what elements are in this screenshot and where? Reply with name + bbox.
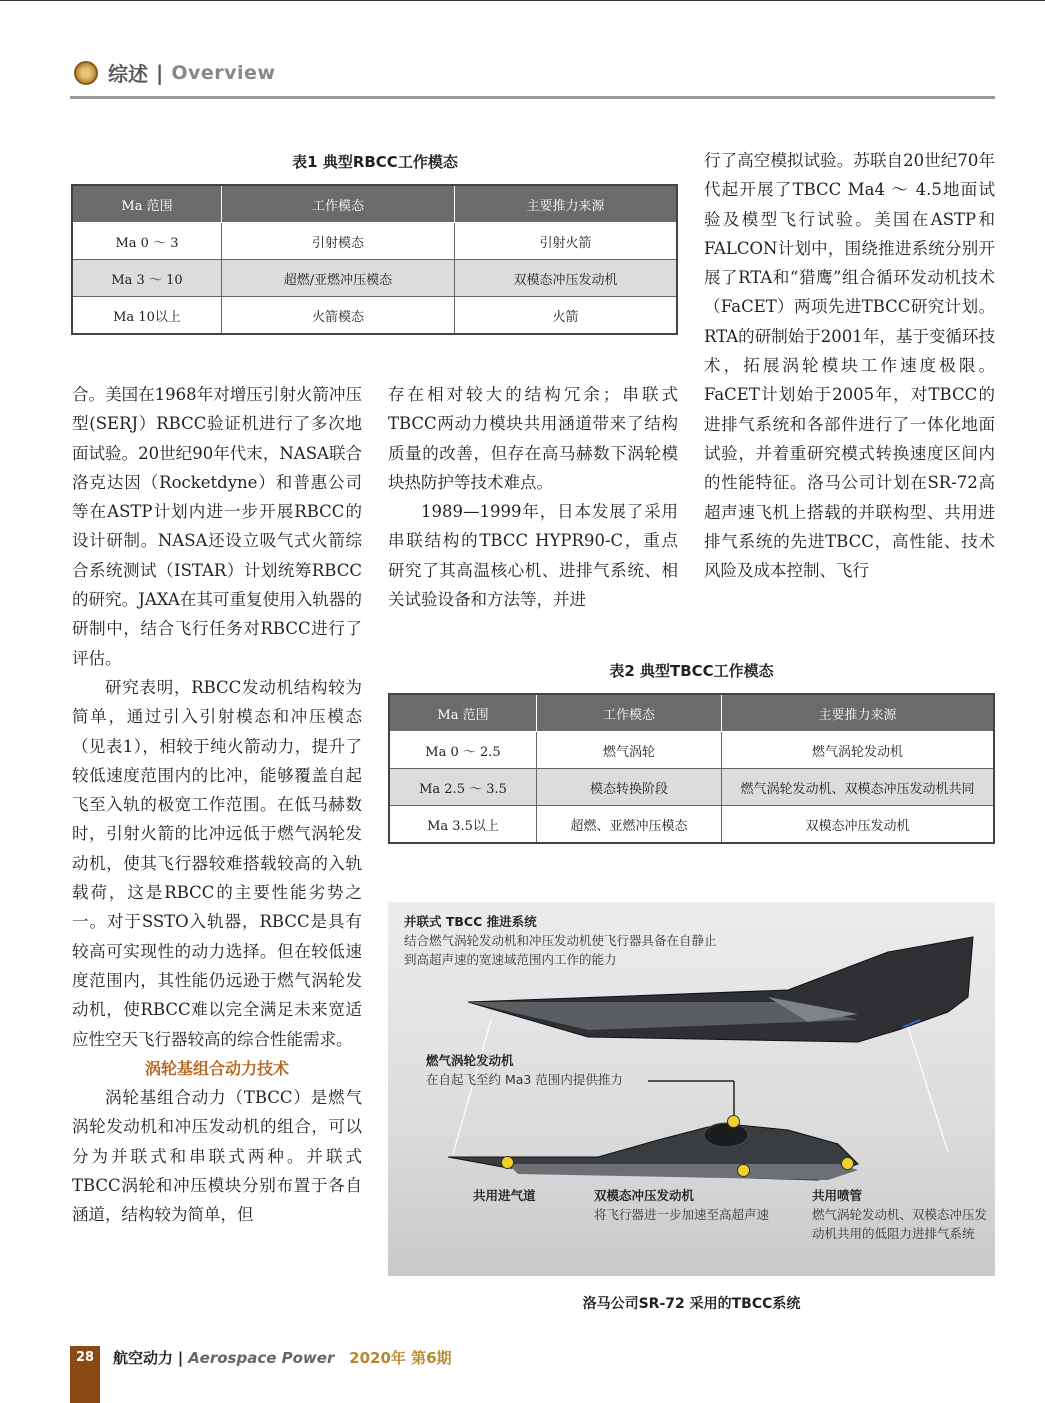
- table-header-cell: 主要推力来源: [455, 185, 678, 223]
- figure-title: 并联式 TBCC 推进系统: [404, 914, 537, 929]
- ramjet-title: 双模态冲压发动机: [594, 1188, 695, 1203]
- table-cell: 燃气涡轮发动机、双模态冲压发动机共同: [722, 769, 995, 806]
- table-header-row: [389, 694, 994, 732]
- top-border: [0, 0, 1045, 1]
- ramjet-desc: 将飞行器进一步加速至高超声速: [594, 1207, 770, 1222]
- paragraph: 存在相对较大的结构冗余；串联式TBCC两动力模块共用涵道带来了结构质量的改善，但存在高马赫数下涡轮模块热防护等技术难点。: [388, 385, 678, 492]
- table-header-cell: 工作模态: [222, 185, 455, 223]
- table-cell: 双模态冲压发动机: [722, 806, 995, 844]
- table-row: [72, 223, 677, 260]
- section-header: [74, 58, 275, 87]
- table2: [388, 693, 995, 844]
- table-header-row: [72, 185, 677, 223]
- table-cell: 引射模态: [222, 223, 455, 260]
- nozzle-title: 共用喷管: [812, 1188, 863, 1203]
- table-row: [389, 732, 994, 769]
- table-cell: 火箭: [455, 297, 678, 335]
- inlet-label: [473, 1186, 593, 1205]
- table-cell: 双模态冲压发动机: [455, 260, 678, 297]
- table-cell: 燃气涡轮发动机: [722, 732, 995, 769]
- table-cell: 燃气涡轮: [537, 732, 722, 769]
- figure-caption: 洛马公司SR-72 采用的TBCC系统: [582, 1296, 801, 1312]
- turbine-title: 燃气涡轮发动机: [426, 1053, 514, 1068]
- table1: [71, 184, 678, 335]
- table-cell: Ma 3.5以上: [389, 806, 537, 844]
- table-header-cell: 主要推力来源: [722, 694, 995, 732]
- page-number: 28: [75, 1350, 95, 1365]
- table-cell: 超燃、亚燃冲压模态: [537, 806, 722, 844]
- nozzle-marker-icon: [841, 1157, 854, 1170]
- table-cell: 火箭模态: [222, 297, 455, 335]
- paragraph: 行了高空模拟试验。苏联自20世纪70年代起开展了TBCC Ma4 ～ 4.5地面试验及模型飞行试验。美国在ASTP和FALCON计划中，围绕推进系统分别开展了RTA和“猎鹰”组合循环发动机技术（FaCET）两项先进TBCC研究计划。RTA的研制始于2001年，基于变循环技术，拓展涡轮模块工作速度极限。FaCET计划始于2005年，对TBCC的进排气系统和各部件进行了一体化地面试验，并着重研究模式转换速度区间内的性能特征。洛马公司计划在SR-72高超声速飞机上搭载的并联构型、共用进排气系统的先进TBCC，高性能、技术风险及成本控制、飞行: [704, 151, 995, 581]
- inlet-title: 共用进气道: [473, 1188, 536, 1203]
- table1-caption: 表1 典型RBCC工作模态: [292, 153, 458, 171]
- turbine-marker-icon: [727, 1115, 740, 1128]
- table-header-cell: 工作模态: [537, 694, 722, 732]
- figure-title-block: [404, 912, 724, 969]
- table-header-cell: Ma 范围: [72, 185, 222, 223]
- tbcc-figure: [388, 902, 995, 1276]
- table2-caption: 表2 典型TBCC工作模态: [609, 662, 774, 680]
- journal-name-en: Aerospace Power: [188, 1349, 335, 1367]
- footer-journal: [113, 1347, 452, 1368]
- issue-label: 2020年 第6期: [349, 1349, 452, 1367]
- turbine-desc: 在自起飞至约 Ma3 范围内提供推力: [426, 1072, 623, 1087]
- emblem-icon: [74, 61, 98, 85]
- table-cell: 引射火箭: [455, 223, 678, 260]
- nozzle-label: [812, 1186, 988, 1243]
- table-cell: Ma 10以上: [72, 297, 222, 335]
- header-separator: |: [156, 60, 164, 85]
- table-cell: Ma 3 ～ 10: [72, 260, 222, 297]
- paragraph: 涡轮基组合动力（TBCC）是燃气涡轮发动机和冲压发动机的组合，可以分为并联式和串联式两种。并联式TBCC涡轮和冲压模块分别布置于各自涵道，结构较为简单，但: [72, 1088, 362, 1225]
- header-rule: [70, 96, 995, 99]
- table-cell: 模态转换阶段: [537, 769, 722, 806]
- ramjet-label: [594, 1186, 804, 1224]
- footer-separator: |: [177, 1349, 184, 1367]
- section-title-cn: 综述: [108, 62, 148, 86]
- table-row: [389, 806, 994, 844]
- table-cell: Ma 2.5 ～ 3.5: [389, 769, 537, 806]
- ramjet-marker-icon: [737, 1164, 750, 1177]
- paragraph: 1989—1999年，日本发展了采用串联结构的TBCC HYPR90-C，重点研究了其高温核心机、进排气系统、相关试验设备和方法等，并进: [388, 502, 678, 610]
- paragraph: 研究表明，RBCC发动机结构较为简单，通过引入引射模态和冲压模态（见表1），相较于纯火箭动力，提升了较低速度范围内的比冲，能够覆盖自起飞至入轨的极宽工作范围。在低马赫数时，引射火箭的比冲远低于燃气涡轮发动机，使其飞行器较难搭载较高的入轨载荷，这是RBCC的主要性能劣势之一。对于SSTO入轨器，RBCC是具有较高可实现性的动力选择。但在较低速度范围内，其性能仍远逊于燃气涡轮发动机，使RBCC难以完全满足未来宽适应性空天飞行器较高的综合性能需求。: [72, 677, 362, 1049]
- text-column-2: [388, 380, 678, 614]
- table-cell: 超燃/亚燃冲压模态: [222, 260, 455, 297]
- text-column-3: [704, 146, 995, 585]
- section-heading: 涡轮基组合动力技术: [144, 1058, 289, 1078]
- table-row: [72, 260, 677, 297]
- section-title-en: Overview: [171, 61, 276, 84]
- table-row: [72, 297, 677, 335]
- journal-name-cn: 航空动力: [113, 1349, 174, 1367]
- figure-title-desc: 结合燃气涡轮发动机和冲压发动机使飞行器具备在自静止到高超声速的宽速域范围内工作的能力: [404, 933, 717, 967]
- nozzle-desc: 燃气涡轮发动机、双模态冲压发动机共用的低阻力进排气系统: [812, 1207, 988, 1241]
- text-column-1: [72, 380, 362, 1230]
- table-header-cell: Ma 范围: [389, 694, 537, 732]
- paragraph: 合。美国在1968年对增压引射火箭冲压型(SERJ）RBCC验证机进行了多次地面试验。20世纪90年代末，NASA联合洛克达因（Rocketdyne）和普惠公司等在ASTP计划内进一步开展RBCC的设计研制。NASA还设立吸气式火箭综合系统测试（ISTAR）计划统筹RBCC的研究。JAXA在其可重复使用入轨器的研制中，结合飞行任务对RBCC进行了评估。: [72, 385, 362, 668]
- inlet-marker-icon: [501, 1156, 514, 1169]
- table-cell: Ma 0 ～ 2.5: [389, 732, 537, 769]
- table-row: [389, 769, 994, 806]
- turbine-label: [426, 1051, 666, 1089]
- table-cell: Ma 0 ～ 3: [72, 223, 222, 260]
